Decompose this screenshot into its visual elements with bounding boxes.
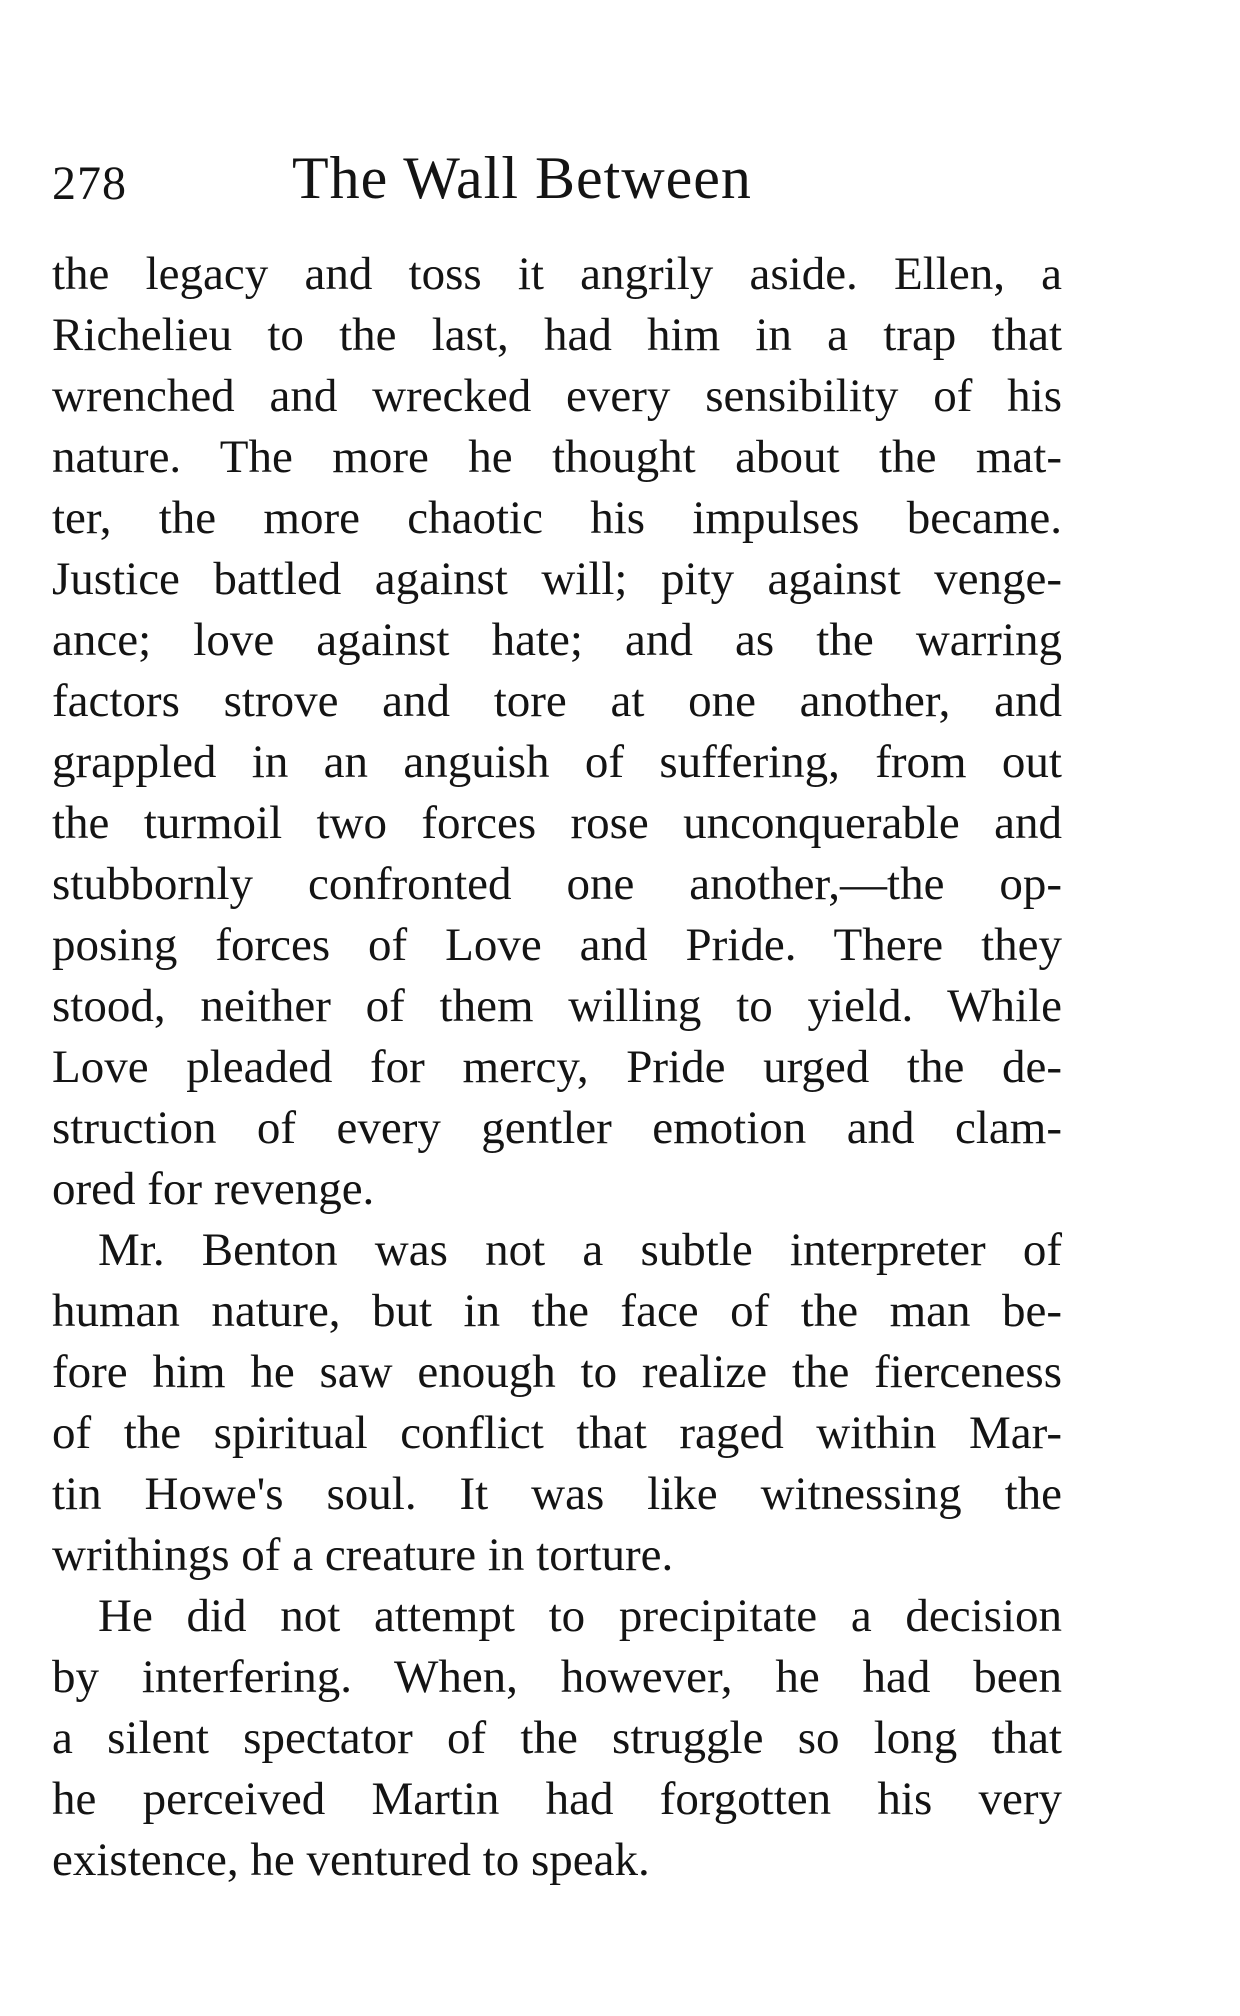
text-line: human nature, but in the face of the man be- (52, 1285, 1062, 1337)
body-text (52, 244, 1062, 1891)
text-line: the turmoil two forces rose unconquerable and (52, 797, 1062, 849)
text-line: Richelieu to the last, had him in a trap that (52, 309, 1062, 361)
text-line: ored for revenge. (52, 1163, 375, 1215)
text-line: tin Howe's soul. It was like witnessing the (52, 1468, 1062, 1520)
text-line: existence, he ventured to speak. (52, 1834, 650, 1886)
running-title: The Wall Between (292, 145, 752, 211)
text-line: he perceived Martin had forgotten his very (52, 1773, 1062, 1825)
text-line: Mr. Benton was not a subtle interpreter of (98, 1224, 1062, 1276)
text-line: writhings of a creature in torture. (52, 1529, 674, 1581)
text-line: of the spiritual conflict that raged within Mar- (52, 1407, 1062, 1459)
text-line: by interfering. When, however, he had been (52, 1651, 1062, 1703)
text-line: ter, the more chaotic his impulses became. (52, 492, 1062, 544)
paragraph (52, 1220, 1062, 1586)
text-line: Justice battled against will; pity against venge- (52, 553, 1062, 605)
page-header (52, 140, 1062, 234)
paragraph (52, 1586, 1062, 1891)
page-number: 278 (52, 157, 127, 210)
paragraph (52, 244, 1062, 1220)
text-line: posing forces of Love and Pride. There they (52, 919, 1062, 971)
text-line: nature. The more he thought about the mat- (52, 431, 1062, 483)
text-line: the legacy and toss it angrily aside. Ellen, a (52, 248, 1062, 300)
text-line: wrenched and wrecked every sensibility of his (52, 370, 1062, 422)
text-line: Love pleaded for mercy, Pride urged the de- (52, 1041, 1062, 1093)
text-line: stood, neither of them willing to yield. While (52, 980, 1062, 1032)
text-line: struction of every gentler emotion and clam- (52, 1102, 1062, 1154)
text-line: ance; love against hate; and as the warring (52, 614, 1062, 666)
text-line: stubbornly confronted one another,—the op- (52, 858, 1062, 910)
book-page (52, 140, 1062, 1891)
text-line: fore him he saw enough to realize the fierceness (52, 1346, 1062, 1398)
text-line: a silent spectator of the struggle so long that (52, 1712, 1062, 1764)
text-line: factors strove and tore at one another, and (52, 675, 1062, 727)
text-line: grappled in an anguish of suffering, from out (52, 736, 1062, 788)
text-line: He did not attempt to precipitate a decision (98, 1590, 1062, 1642)
